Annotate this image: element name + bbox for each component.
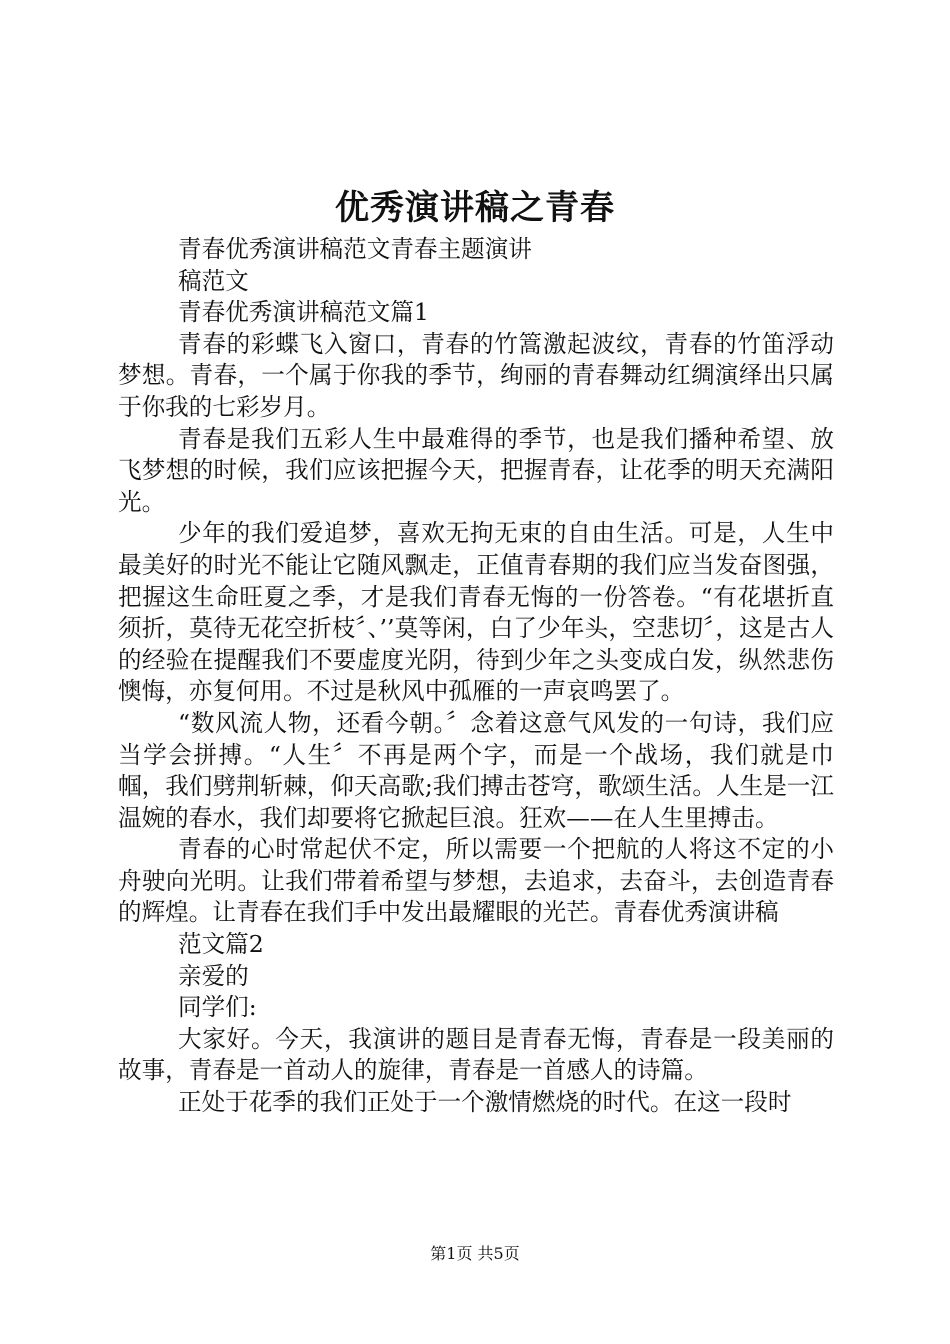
paragraph: 青春的心时常起伏不定，所以需要一个把航的人将这不定的小舟驶向光明。让我们带着希望与梦想，去追求，去奋斗，去创造青春的辉煌。让青春在我们手中发出最耀眼的光芒。青春优秀演讲稿 (118, 835, 834, 927)
paragraph: 青春优秀演讲稿范文篇1 (178, 298, 429, 327)
document-body (118, 234, 834, 1119)
paragraph: 同学们: (178, 993, 257, 1022)
paragraph: 少年的我们爱追梦，喜欢无拘无束的自由生活。可是，人生中最美好的时光不能让它随风飘走，正值青春期的我们应当发奋图强，把握这生命旺夏之季，才是我们青春无悔的一份答卷。“有花堪折直须折，莫待无花空折枝〞、’’莫等闲，白了少年头，空悲切〞，这是古人的经验在提醒我们不要虚度光阴，待到少年之头变成白发，纵然悲伤懊悔，亦复何用。不过是秋风中孤雁的一声哀鸣罢了。 (118, 519, 834, 706)
paragraph: 青春是我们五彩人生中最难得的季节，也是我们播种希望、放飞梦想的时候，我们应该把握今天，把握青春，让花季的明天充满阳光。 (118, 424, 834, 516)
paragraph: 大家好。今天，我演讲的题目是青春无悔，青春是一段美丽的故事，青春是一首动人的旋律，青春是一首感人的诗篇。 (118, 1024, 834, 1085)
paragraph: 青春的彩蝶飞入窗口，青春的竹篙激起波纹，青春的竹笛浮动梦想。青春，一个属于你我的季节，绚丽的青春舞动红绸演绎出只属于你我的七彩岁月。 (118, 329, 834, 421)
document-title: 优秀演讲稿之青春 (335, 188, 615, 228)
page-footer: 第1页 共5页 (430, 1244, 520, 1263)
paragraph: 稿范文 (178, 266, 249, 295)
paragraph: “数风流人物，还看今朝。〞念着这意气风发的一句诗，我们应当学会拼搏。“人生〞不再是两个字，而是一个战场，我们就是巾帼，我们劈荆斩棘，仰天高歌;我们搏击苍穹，歌颂生活。人生是一江温婉的春水，我们却要将它掀起巨浪。狂欢——在人生里搏击。 (118, 708, 834, 832)
paragraph: 亲爱的 (178, 961, 249, 990)
paragraph: 青春优秀演讲稿范文青春主题演讲 (178, 235, 532, 263)
paragraph: 正处于花季的我们正处于一个激情燃烧的时代。在这一段时 (178, 1088, 792, 1117)
paragraph: 范文篇2 (178, 930, 264, 959)
